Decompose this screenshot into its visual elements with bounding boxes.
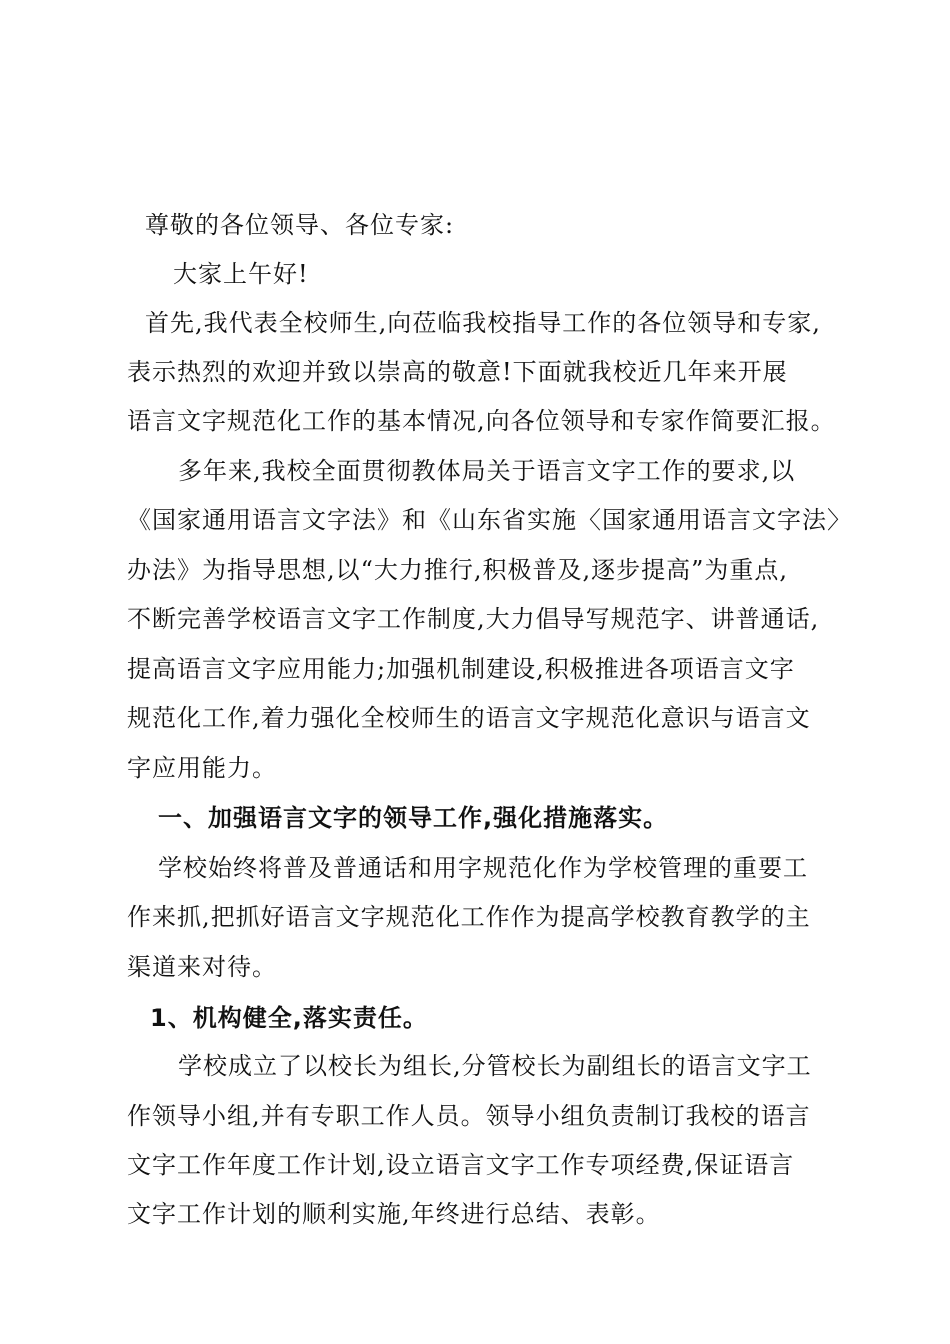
para3-line-1: 学校始终将普及普通话和用字规范化作为学校管理的重要工 — [158, 854, 808, 882]
para2-line-5: 提高语言文字应用能力;加强机制建设,积极推进各项语言文字 — [127, 655, 795, 683]
section-heading-1: 一、加强语言文字的领导工作,强化措施落实。 — [158, 804, 669, 832]
sub-heading-1: 1、机构健全,落实责任。 — [150, 1004, 428, 1032]
intro-line-3: 语言文字规范化工作的基本情况,向各位领导和专家作简要汇报。 — [127, 407, 836, 435]
para2-line-1: 多年来,我校全面贯彻教体局关于语言文字工作的要求,以 — [178, 457, 796, 485]
intro-line-2: 表示热烈的欢迎并致以崇高的敬意!下面就我校近几年来开展 — [127, 358, 788, 386]
para2-line-2: 《国家通用语言文字法》和《山东省实施〈国家通用语言文字法〉 — [127, 506, 852, 534]
para4-line-1: 学校成立了以校长为组长,分管校长为副组长的语言文字工 — [178, 1052, 812, 1080]
para3-line-2: 作来抓,把抓好语言文字规范化工作作为提高学校教育教学的主 — [127, 903, 811, 931]
para2-line-7: 字应用能力。 — [127, 754, 277, 782]
para4-line-3: 文字工作年度工作计划,设立语言文字工作专项经费,保证语言 — [127, 1151, 795, 1179]
para3-line-3: 渠道来对待。 — [127, 953, 277, 981]
para2-line-3: 办法》为指导思想,以“大力推行,积极普及,逐步提高”为重点, — [127, 556, 789, 584]
para4-line-2: 作领导小组,并有专职工作人员。领导小组负责制订我校的语言 — [127, 1102, 811, 1130]
salutation: 大家上午好! — [173, 260, 309, 288]
para2-line-4: 不断完善学校语言文字工作制度,大力倡导写规范字、讲普通话, — [127, 605, 820, 633]
para4-line-4: 文字工作计划的顺利实施,年终进行总结、表彰。 — [127, 1200, 661, 1228]
greeting: 尊敬的各位领导、各位专家: — [145, 211, 455, 239]
para2-line-6: 规范化工作,着力强化全校师生的语言文字规范化意识与语言文 — [127, 704, 811, 732]
intro-line-1: 首先,我代表全校师生,向莅临我校指导工作的各位领导和专家, — [145, 309, 821, 337]
